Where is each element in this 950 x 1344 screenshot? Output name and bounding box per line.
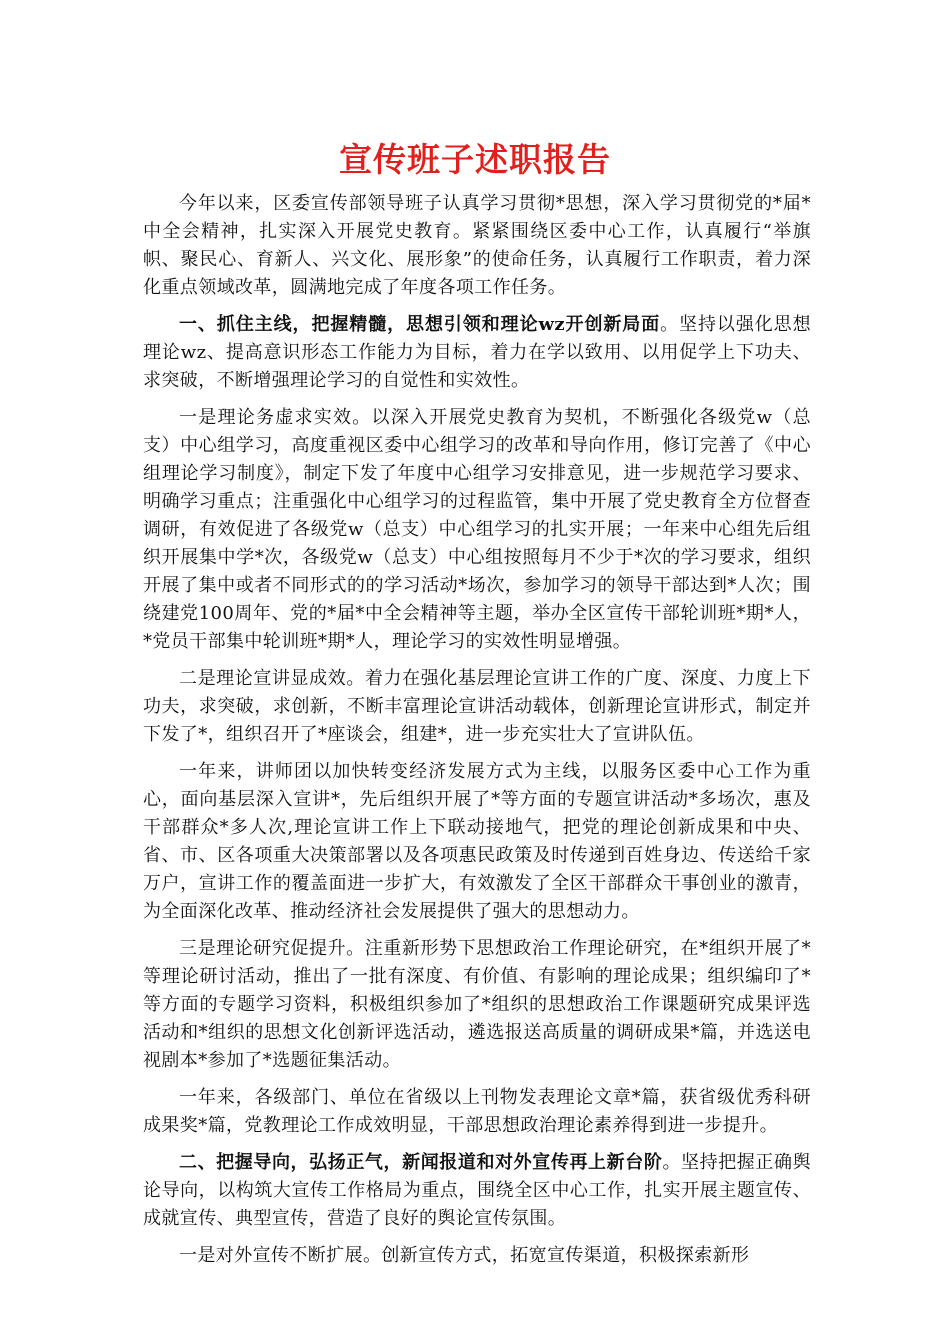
paragraph bbox=[143, 404, 811, 656]
paragraph-text: 今年以来，区委宣传部领导班子认真学习贯彻*思想，深入学习贯彻党的*届*中全会精神，扎实深入开展党史教育。紧紧围绕区委中心工作，认真履行“举旗帜、聚民心、育新人、兴文化、展形象”的使命任务，认真履行工作职责，着力深化重点领域改革，圆满地完成了年度各项工作任务。 bbox=[143, 193, 811, 298]
paragraph-text: 。坚持把握正确舆论导向，以构筑大宣传工作格局为重点，围绕全区中心工作，扎实开展主题宣传、成就宣传、典型宣传，营造了良好的舆论宣传氛围。 bbox=[143, 1152, 811, 1229]
paragraph bbox=[143, 758, 811, 926]
paragraph bbox=[143, 665, 811, 749]
paragraph bbox=[143, 190, 811, 302]
document-title: 宣传班子述职报告 bbox=[339, 140, 611, 179]
section-heading: 二、把握导向，弘扬正气，新闻报道和对外宣传再上新台阶 bbox=[179, 1152, 663, 1173]
paragraph bbox=[143, 935, 811, 1075]
paragraph-text: 一年来，讲师团以加快转变经济发展方式为主线，以服务区委中心工作为重心，面向基层深入宣讲*，先后组织开展了*等方面的专题宣讲活动*多场次，惠及干部群众*多人次,理论宣讲工作上下联动接地气，把党的理论创新成果和中央、省、市、区各项重大决策部署以及各项惠民政策及时传递到百姓身边、传送给千家万户，宣讲工作的覆盖面进一步扩大，有效激发了全区干部群众干事创业的激青，为全面深化改革、推动经济社会发展提供了强大的思想动力。 bbox=[143, 761, 811, 922]
paragraph bbox=[143, 1242, 811, 1270]
document-body bbox=[143, 190, 811, 1279]
paragraph-text: 一是对外宣传不断扩展。创新宣传方式，拓宽宣传渠道，积极探索新形 bbox=[179, 1245, 750, 1266]
paragraph bbox=[143, 311, 811, 395]
paragraph bbox=[143, 1084, 811, 1140]
paragraph-text: 二是理论宣讲显成效。着力在强化基层理论宣讲工作的广度、深度、力度上下功夫，求突破，求创新，不断丰富理论宣讲活动载体，创新理论宣讲形式，制定并下发了*，组织召开了*座谈会，组建*，进一步充实壮大了宣讲队伍。 bbox=[143, 668, 811, 745]
section-heading: 一、抓住主线，把握精髓，思想引领和理论wz开创新局面 bbox=[179, 314, 661, 335]
paragraph bbox=[143, 1149, 811, 1233]
paragraph-text: 三是理论研究促提升。注重新形势下思想政治工作理论研究，在*组织开展了*等理论研讨活动，推出了一批有深度、有价值、有影响的理论成果；组织编印了*等方面的专题学习资料，积极组织参加了*组织的思想政治工作课题研究成果评选活动和*组织的思想文化创新评选活动，遴选报送高质量的调研成果*篇，并选送电视剧本*参加了*选题征集活动。 bbox=[143, 938, 811, 1071]
paragraph-text: 。坚持以强化思想理论wz、提高意识形态工作能力为目标，着力在学以致用、以用促学上下功夫、求突破，不断增强理论学习的自觉性和实效性。 bbox=[143, 314, 811, 391]
paragraph-text: 一是理论务虚求实效。以深入开展党史教育为契机，不断强化各级党w（总支）中心组学习，高度重视区委中心组学习的改革和导向作用，修订完善了《中心组理论学习制度》，制定下发了年度中心组学习安排意见，进一步规范学习要求、明确学习重点；注重强化中心组学习的过程监管，集中开展了党史教育全方位督查调研，有效促进了各级党w（总支）中心组学习的扎实开展；一年来中心组先后组织开展集中学*次，各级党w（总支）中心组按照每月不少于*次的学习要求，组织开展了集中或者不同形式的的学习活动*场次，参加学习的领导干部达到*人次；围绕建党100周年、党的*届*中全会精神等主题，举办全区宣传干部轮训班*期*人，*党员干部集中轮训班*期*人，理论学习的实效性明显增强。 bbox=[143, 407, 811, 652]
paragraph-text: 一年来，各级部门、单位在省级以上刊物发表理论文章*篇，获省级优秀科研成果奖*篇，党教理论工作成效明显，干部思想政治理论素养得到进一步提升。 bbox=[143, 1087, 811, 1136]
